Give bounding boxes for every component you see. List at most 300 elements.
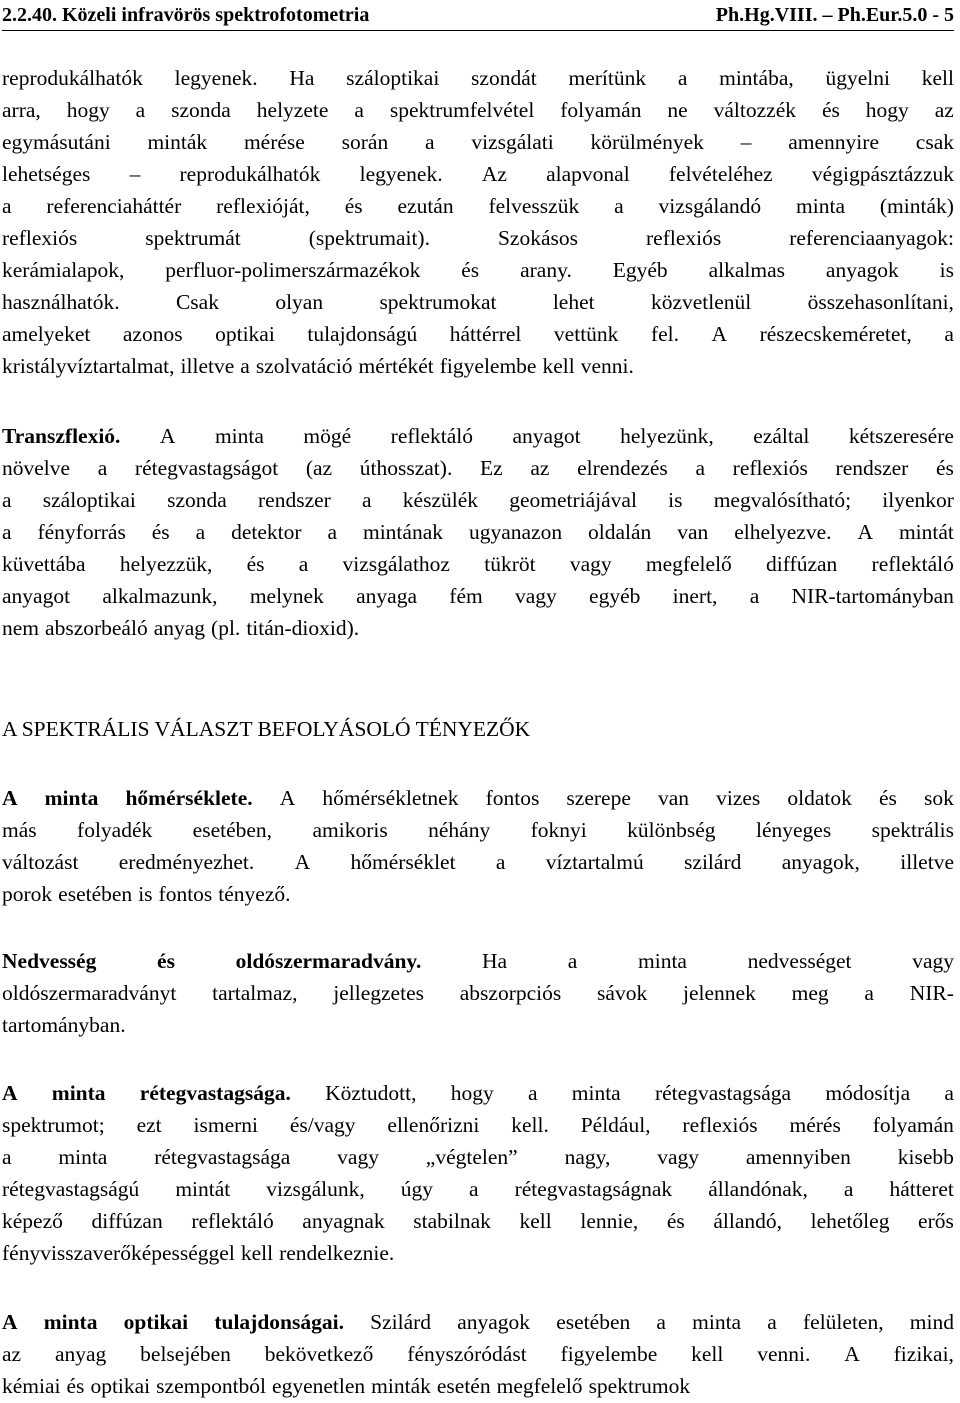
word: egymásutáni (2, 130, 111, 154)
word: Ez (479, 456, 503, 480)
word: Az (481, 162, 507, 186)
word: száloptikai (42, 488, 136, 512)
paragraph-optical-properties (2, 1306, 954, 1402)
word: végigpásztázzuk (811, 162, 954, 186)
word: háttérrel (449, 322, 522, 346)
word: és (344, 194, 363, 218)
word: a (944, 1081, 954, 1105)
text-line (2, 846, 954, 878)
word: kémiai (2, 1374, 61, 1398)
word: során (341, 130, 389, 154)
word: vizsgálathoz (342, 552, 450, 576)
word: helyezzük, (119, 552, 213, 576)
word: fém (449, 584, 483, 608)
word: A (711, 322, 728, 346)
word: úgy (400, 1177, 434, 1201)
text-line (2, 254, 954, 286)
word: mintának (362, 520, 443, 544)
word: a (354, 98, 364, 122)
word: más (2, 818, 37, 842)
word: szonda (167, 488, 227, 512)
word: meg (791, 981, 829, 1005)
word: minta (571, 1081, 621, 1105)
word: inert, (672, 584, 718, 608)
word: mintát (898, 520, 954, 544)
word: A (159, 424, 176, 448)
word: Egyéb (612, 258, 668, 282)
word: (spektrumait). (308, 226, 430, 250)
text-line (2, 516, 954, 548)
word: rendszer (258, 488, 331, 512)
word: – (740, 130, 752, 154)
word: részecskeméretet, (759, 322, 912, 346)
word: a (495, 850, 506, 874)
word: spektrális (871, 818, 954, 842)
word: lehet (552, 290, 595, 314)
word: szilárd (684, 850, 742, 874)
word: oldószermaradványt (2, 981, 177, 1005)
word: a (767, 1310, 777, 1334)
word: és (151, 520, 170, 544)
word: vizsgálunk, (266, 1177, 365, 1201)
word: szempontból (156, 1374, 267, 1398)
word: hogy (865, 98, 909, 122)
word: abszorbeáló (45, 616, 148, 640)
word: spektrumfelvétel (389, 98, 535, 122)
paragraph-transflection (2, 420, 954, 644)
word: – (129, 162, 141, 186)
word: a (864, 981, 874, 1005)
word: anyagnak (302, 1209, 385, 1233)
word: figyelembe (439, 354, 537, 378)
word: titán-dioxid). (246, 616, 360, 640)
word: kell. (511, 1113, 549, 1137)
word: (pl. (211, 616, 241, 640)
word: a (677, 66, 688, 90)
run-in-heading-word: oldószermaradvány. (235, 949, 422, 973)
word: olyan (275, 290, 324, 314)
word: minta (58, 1145, 108, 1169)
word: Ha (289, 66, 315, 90)
word: van (657, 786, 690, 810)
word: anyag (153, 616, 206, 640)
word: felvételéhez (668, 162, 773, 186)
word: jellegzetes (333, 981, 424, 1005)
word: kell (921, 66, 954, 90)
word: reflektáló (191, 1209, 274, 1233)
word: melynek (249, 584, 324, 608)
word: esetében (556, 1310, 631, 1334)
word: optikai (90, 1374, 151, 1398)
word: a (240, 354, 250, 378)
word: a (695, 456, 705, 480)
word: Szilárd (370, 1310, 432, 1334)
word: kell (240, 1241, 274, 1265)
word: mind (909, 1310, 954, 1334)
word: és (821, 98, 840, 122)
word: fényvisszaverőképességgel (2, 1241, 235, 1265)
text-line (2, 126, 954, 158)
word: (minták) (879, 194, 954, 218)
word: megvalósítható; (713, 488, 852, 512)
word: és (936, 456, 954, 480)
run-in-heading-word: optikai (123, 1310, 189, 1334)
text-line (2, 94, 954, 126)
word: diffúzan (766, 552, 838, 576)
run-in-heading-word: Nedvesség (2, 949, 97, 973)
word: és (878, 786, 897, 810)
word: körülmények (590, 130, 704, 154)
text-line (2, 580, 954, 612)
word: fizikai, (893, 1342, 954, 1366)
word: felületen, (803, 1310, 884, 1334)
word: illetve (180, 354, 235, 378)
word: a (656, 1310, 666, 1334)
word: a (567, 949, 578, 973)
word: minta (638, 949, 687, 973)
word: a (135, 98, 146, 122)
word: hogy (450, 1081, 494, 1105)
word: abszorpciós (459, 981, 562, 1005)
run-in-heading-word: minta (51, 1081, 106, 1105)
header-edition: Ph.Hg.VIII. – Ph.Eur.5.0 - 5 (715, 4, 954, 26)
word: képező (2, 1209, 63, 1233)
word: vettünk (553, 322, 619, 346)
word: ellenőrizni (387, 1113, 480, 1137)
word: a (843, 1177, 854, 1201)
word: lényeges (755, 818, 832, 842)
word: vizsgálati (471, 130, 554, 154)
text-line (2, 782, 954, 814)
word: NIR-tartományban (791, 584, 954, 608)
word: azonos (122, 322, 183, 346)
word: fontos (485, 786, 540, 810)
paragraph-sample-temperature (2, 782, 954, 910)
word: ügyelni (825, 66, 890, 90)
word: sávok (597, 981, 648, 1005)
word: a (614, 194, 624, 218)
word: „végtelen” (425, 1145, 518, 1169)
word: a (327, 520, 338, 544)
word: változást (2, 850, 79, 874)
word: Ha (482, 949, 508, 973)
word: esetén (436, 1374, 491, 1398)
text-line (2, 318, 954, 350)
word: is (939, 258, 954, 282)
text-line (2, 1370, 954, 1402)
word: arany. (520, 258, 572, 282)
word: lehetőleg (810, 1209, 890, 1233)
text-line (2, 1141, 954, 1173)
word: hátteret (889, 1177, 954, 1201)
word: tartományban. (2, 1013, 126, 1037)
word: és/vagy (289, 1113, 356, 1137)
word: spektrumokat (379, 290, 497, 314)
word: hőmérséklet (350, 850, 456, 874)
word: összehasonlítani, (807, 290, 954, 314)
word: hőmérsékletnek (322, 786, 459, 810)
text-line (2, 222, 954, 254)
word: rendelkeznie. (279, 1241, 395, 1265)
word: jelennek (683, 981, 756, 1005)
word: amennyire (788, 130, 879, 154)
text-line (2, 612, 954, 644)
word: reprodukálhatók (179, 162, 321, 186)
word: rétegvastagsága (654, 1081, 792, 1105)
word: Köztudott, (325, 1081, 417, 1105)
word: spektrumot; (2, 1113, 105, 1137)
word: merítünk (568, 66, 647, 90)
word: fényszóródást (407, 1342, 527, 1366)
word: ilyenkor (882, 488, 954, 512)
text-line (2, 945, 954, 977)
word: szonda (171, 98, 231, 122)
word: nagy, (564, 1145, 611, 1169)
word: mértékét (358, 354, 434, 378)
text-line (2, 484, 954, 516)
word: néhány (428, 818, 491, 842)
run-in-heading-word: és (157, 949, 175, 973)
word: mintába, (719, 66, 794, 90)
word: vagy (912, 949, 954, 973)
word: NIR- (909, 981, 954, 1005)
word: spektrumok (588, 1374, 691, 1398)
word: anyagot (512, 424, 581, 448)
word: felvesszük (488, 194, 580, 218)
word: rendszer (835, 456, 909, 480)
word: tükröt (484, 552, 536, 576)
word: mintát (175, 1177, 231, 1201)
run-in-heading-word: A (2, 1310, 18, 1334)
word: venni. (580, 354, 634, 378)
word: reflexiós (2, 226, 78, 250)
word: (az (305, 456, 333, 480)
word: a (944, 322, 954, 346)
word: rétegvastagságot (134, 456, 279, 480)
word: növelve (2, 456, 71, 480)
run-in-heading-word: minta (43, 1310, 98, 1334)
section-heading: A SPEKTRÁLIS VÁLASZT BEFOLYÁSOLÓ TÉNYEZŐK (2, 717, 531, 741)
word: és (66, 1374, 85, 1398)
run-in-heading-word: A (2, 786, 18, 810)
word: folyamán (560, 98, 642, 122)
text-line (2, 158, 954, 190)
run-in-heading-word: hőmérséklete. (125, 786, 253, 810)
word: változzék (713, 98, 796, 122)
word: vagy (337, 1145, 379, 1169)
word: oldalán (588, 520, 652, 544)
word: megfelelő (496, 1374, 583, 1398)
word: mögé (303, 424, 352, 448)
word: szondát (471, 66, 537, 90)
word: kristályvíztartalmat, (2, 354, 175, 378)
word: használhatók. (2, 290, 120, 314)
word: van (677, 520, 709, 544)
word: arra, (2, 98, 41, 122)
word: módosítja (825, 1081, 911, 1105)
header-title: 2.2.40. Közeli infravörös spektrofotometria (2, 4, 370, 26)
word: és (246, 552, 265, 576)
word: detektor (231, 520, 302, 544)
word: nedvességet (747, 949, 852, 973)
word: a (2, 520, 12, 544)
word: vagy (514, 584, 557, 608)
word: ne (667, 98, 688, 122)
word: amelyeket (2, 322, 91, 346)
run-in-heading-word: minta (44, 786, 99, 810)
text-line (2, 286, 954, 318)
word: reflexiós (732, 456, 808, 480)
paragraph-moisture-solvent (2, 945, 954, 1041)
word: anyagok (825, 258, 899, 282)
word: minták (371, 1374, 431, 1398)
text-line (2, 62, 954, 94)
word: kell (542, 354, 575, 378)
word: megfelelő (645, 552, 732, 576)
text-line (2, 1306, 954, 1338)
word: elrendezés (577, 456, 668, 480)
text-line (2, 1109, 954, 1141)
word: is (668, 488, 683, 512)
word: belsejében (140, 1342, 231, 1366)
word: foknyi (530, 818, 587, 842)
word: vizes (716, 786, 761, 810)
word: A (857, 520, 873, 544)
word: figyelembe (560, 1342, 658, 1366)
paragraph-reflection-continued (2, 62, 954, 382)
word: állandónak, (708, 1177, 808, 1201)
word: fel. (650, 322, 680, 346)
word: geometriájával (509, 488, 637, 512)
word: legyenek. (174, 66, 258, 90)
word: a (527, 1081, 538, 1105)
word: ugyanazon (468, 520, 563, 544)
text-line (2, 452, 954, 484)
word: a (469, 1177, 479, 1201)
word: a (2, 1145, 12, 1169)
word: kell (691, 1342, 724, 1366)
word: Csak (175, 290, 219, 314)
text-line (2, 977, 954, 1009)
word: ezt (136, 1113, 162, 1137)
word: A (279, 786, 296, 810)
word: reflektáló (390, 424, 474, 448)
word: folyadék (77, 818, 153, 842)
word: bekövetkező (264, 1342, 374, 1366)
word: mérése (243, 130, 305, 154)
word: egyenetlen (272, 1374, 366, 1398)
word: kerámialapok, (2, 258, 125, 282)
word: a (424, 130, 435, 154)
word: a (2, 194, 12, 218)
word: közvetlenül (650, 290, 752, 314)
word: optikai (215, 322, 275, 346)
word: lennie, (580, 1209, 639, 1233)
word: minták (147, 130, 208, 154)
word: reflexióját, (216, 194, 310, 218)
word: alapvonal (546, 162, 630, 186)
word: esetében, (192, 818, 273, 842)
word: egyéb (589, 584, 641, 608)
text-line (2, 1237, 954, 1269)
word: spektrumát (145, 226, 241, 250)
word: perfluor-polimerszármazékok (165, 258, 421, 282)
word: eredményezhet. (118, 850, 255, 874)
word: a (749, 584, 760, 608)
word: tartalmaz, (212, 981, 298, 1005)
word: a (2, 488, 12, 512)
word: mérés (789, 1113, 841, 1137)
word: száloptikai (346, 66, 440, 90)
word: venni. (757, 1342, 811, 1366)
word: úthosszat). (359, 456, 453, 480)
word: referenciaháttér (46, 194, 182, 218)
page-header (2, 0, 954, 31)
text-line (2, 1338, 954, 1370)
word: esetében (58, 882, 133, 906)
word: vizsgálandó (658, 194, 762, 218)
run-in-heading-word: A (2, 1081, 18, 1105)
word: anyagok (457, 1310, 531, 1334)
word: legyenek. (359, 162, 443, 186)
word: A (294, 850, 311, 874)
word: anyagok, (781, 850, 860, 874)
word: kell (519, 1209, 552, 1233)
word: minta (214, 424, 264, 448)
word: különbség (627, 818, 716, 842)
text-line (2, 1077, 954, 1109)
word: anyaga (356, 584, 418, 608)
word: stabilnak (413, 1209, 491, 1233)
word: a (97, 456, 108, 480)
word: oldatok (787, 786, 852, 810)
word: tulajdonságú (307, 322, 418, 346)
word: folyamán (872, 1113, 954, 1137)
word: alkalmazunk, (102, 584, 218, 608)
word: fényforrás (37, 520, 126, 544)
word: rétegvastagsága (154, 1145, 291, 1169)
text-line (2, 814, 954, 846)
word: lehetséges (2, 162, 91, 186)
text-line (2, 1205, 954, 1237)
word: minta (796, 194, 845, 218)
word: a (195, 520, 206, 544)
word: reflexiós (646, 226, 722, 250)
word: rétegvastagságnak (514, 1177, 673, 1201)
word: vagy (569, 552, 612, 576)
word: ezután (397, 194, 454, 218)
word: helyezünk, (620, 424, 714, 448)
word: Szokásos (497, 226, 578, 250)
word: referenciaanyagok: (789, 226, 954, 250)
word: minta (692, 1310, 742, 1334)
word: reflexiós (682, 1113, 758, 1137)
word: az (530, 456, 550, 480)
word: nem (2, 616, 40, 640)
word: diffúzan (91, 1209, 163, 1233)
word: készülék (402, 488, 478, 512)
paragraph-sample-thickness (2, 1077, 954, 1269)
word: szerepe (566, 786, 631, 810)
text-line (2, 878, 954, 910)
word: az (934, 98, 954, 122)
word: porok (2, 882, 53, 906)
word: amikoris (312, 818, 388, 842)
word: tényező. (218, 882, 291, 906)
word: ismerni (193, 1113, 258, 1137)
word: rétegvastagságú (2, 1177, 140, 1201)
word: csak (915, 130, 954, 154)
